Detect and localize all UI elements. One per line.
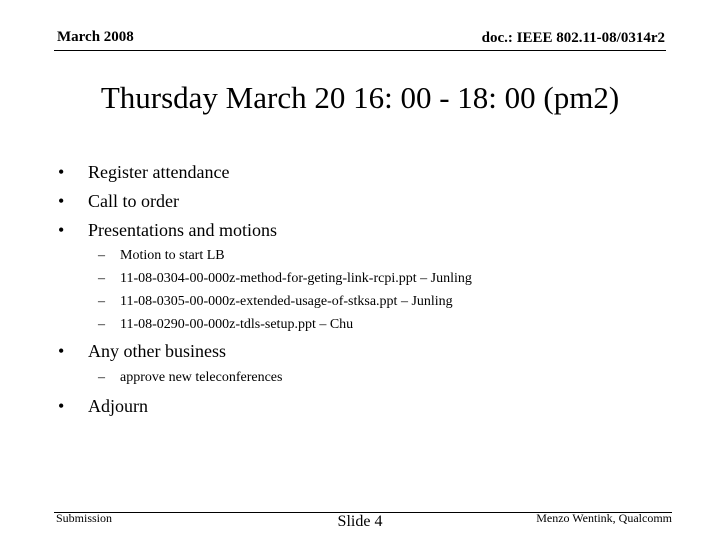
bullet-icon: • [58,191,65,211]
dash-icon: – [98,248,105,263]
slide-number: Slide 4 [337,513,383,530]
slide-title: Thursday March 20 16: 00 - 18: 00 (pm2) [100,80,620,115]
bullet-icon: • [58,341,65,361]
header-divider [54,50,666,51]
bullet-icon: • [58,220,65,240]
header-date: March 2008 [57,29,134,45]
sub-item-label: 11-08-0304-00-000z-method-for-geting-link-rcpi.ppt – Junling [120,271,472,286]
sub-item-label: Motion to start LB [120,248,225,263]
footer-submission: Submission [56,511,113,525]
bullet-icon: • [58,396,65,416]
footer-author: Menzo Wentink, Qualcomm [536,511,672,525]
agenda-item-label: Presentations and motions [88,220,277,240]
dash-icon: – [98,370,105,385]
sub-item-label: approve new teleconferences [120,370,283,385]
dash-icon: – [98,271,105,286]
sub-item-label: 11-08-0305-00-000z-extended-usage-of-stksa.ppt – Junling [120,294,453,309]
agenda-item-label: Call to order [88,191,179,211]
sub-item-label: 11-08-0290-00-000z-tdls-setup.ppt – Chu [120,317,354,332]
bullet-icon: • [58,162,65,182]
agenda-item-label: Register attendance [88,162,230,182]
dash-icon: – [98,294,105,309]
dash-icon: – [98,317,105,332]
agenda-item-label: Adjourn [88,396,148,416]
agenda-item-label: Any other business [88,341,226,361]
header-doc-id: doc.: IEEE 802.11-08/0314r2 [481,30,665,46]
